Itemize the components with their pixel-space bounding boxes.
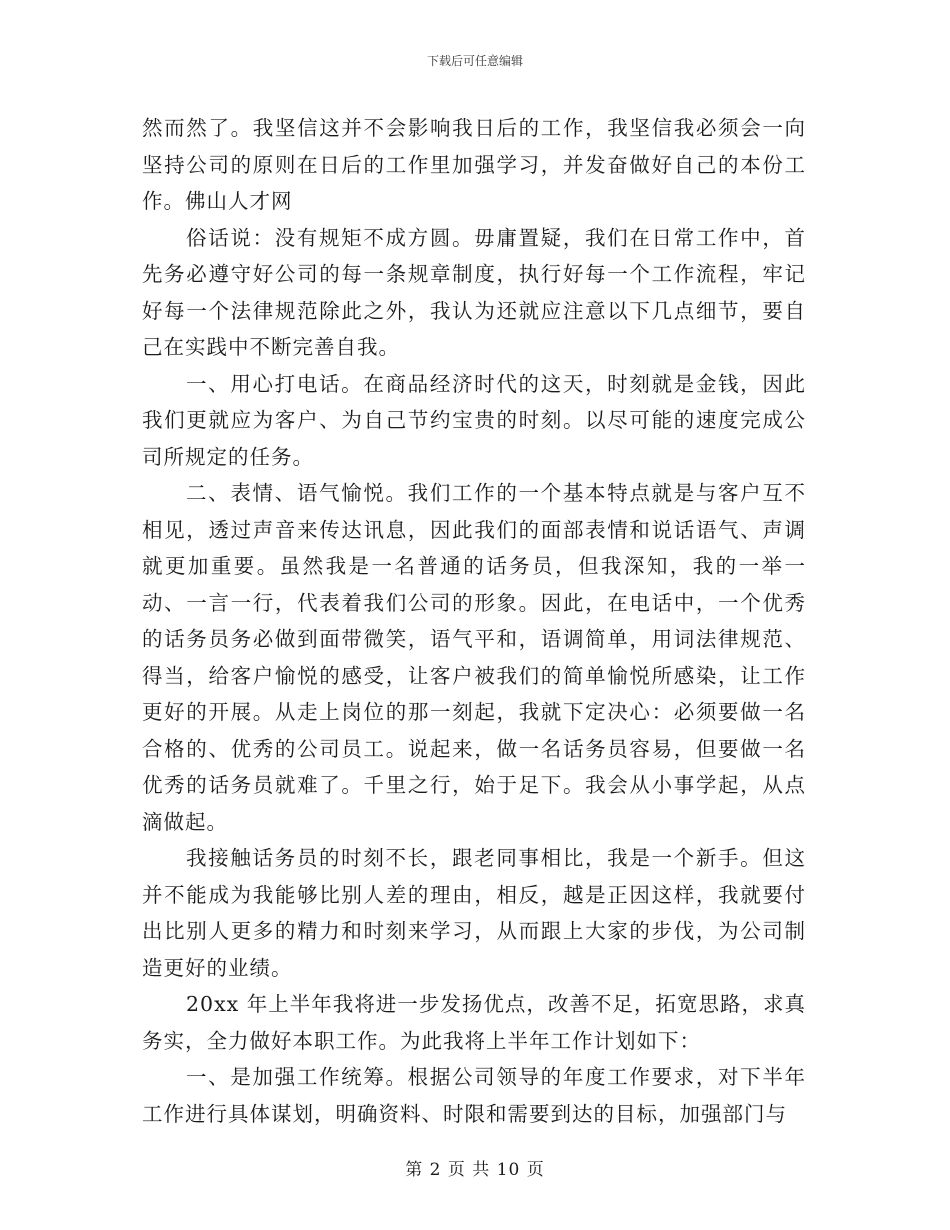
paragraph-1: 然而然了。我坚信这并不会影响我日后的工作，我坚信我必须会一向坚持公司的原则在日后的工作里加强学习，并发奋做好自己的本份工作。佛山人才网: [142, 116, 806, 213]
paragraph-3: 一、用心打电话。在商品经济时代的这天，时刻就是金钱，因此我们更就应为客户、为自己节约宝贵的时刻。以尽可能的速度完成公司所规定的任务。: [142, 371, 806, 469]
paragraph-2: 俗话说：没有规矩不成方圆。毋庸置疑，我们在日常工作中，首先务必遵守好公司的每一条规章制度，执行好每一个工作流程，牢记好每一个法律规范除此之外，我认为还就应注意以下几点细节，要自己在实践中不断完善自我。: [142, 225, 806, 359]
document-body: [142, 110, 806, 1132]
paragraph-6: 20xx 年上半年我将进一步发扬优点，改善不足，拓宽思路，求真务实，全力做好本职工作。为此我将上半年工作计划如下：: [142, 992, 806, 1053]
paragraph-5: 我接触话务员的时刻不长，跟老同事相比，我是一个新手。但这并不能成为我能够比别人差的理由，相反，越是正因这样，我就要付出比别人更多的精力和时刻来学习，从而跟上大家的步伐，为公司制造更好的业绩。: [142, 846, 806, 980]
page-header: 下载后可任意编辑: [426, 54, 523, 68]
paragraph-4: 二、表情、语气愉悦。我们工作的一个基本特点就是与客户互不相见，透过声音来传达讯息，因此我们的面部表情和说话语气、声调就更加重要。虽然我是一名普通的话务员，但我深知，我的一举一动、一言一行，代表着我们公司的形象。因此，在电话中，一个优秀的话务员务必做到面带微笑，语气平和，语调简单，用词法律规范、得当，给客户愉悦的感受，让客户被我们的简单愉悦所感染，让工作更好的开展。从走上岗位的那一刻起，我就下定决心：必须要做一名合格的、优秀的公司员工。说起来，做一名话务员容易，但要做一名优秀的话务员就难了。千里之行，始于足下。我会从小事学起，从点滴做起。: [142, 481, 806, 834]
paragraph-7: 一、是加强工作统筹。根据公司领导的年度工作要求，对下半年工作进行具体谋划，明确资料、时限和需要到达的目标，加强部门与: [142, 1065, 806, 1126]
page-footer: 第 2 页 共 10 页: [405, 1160, 545, 1180]
